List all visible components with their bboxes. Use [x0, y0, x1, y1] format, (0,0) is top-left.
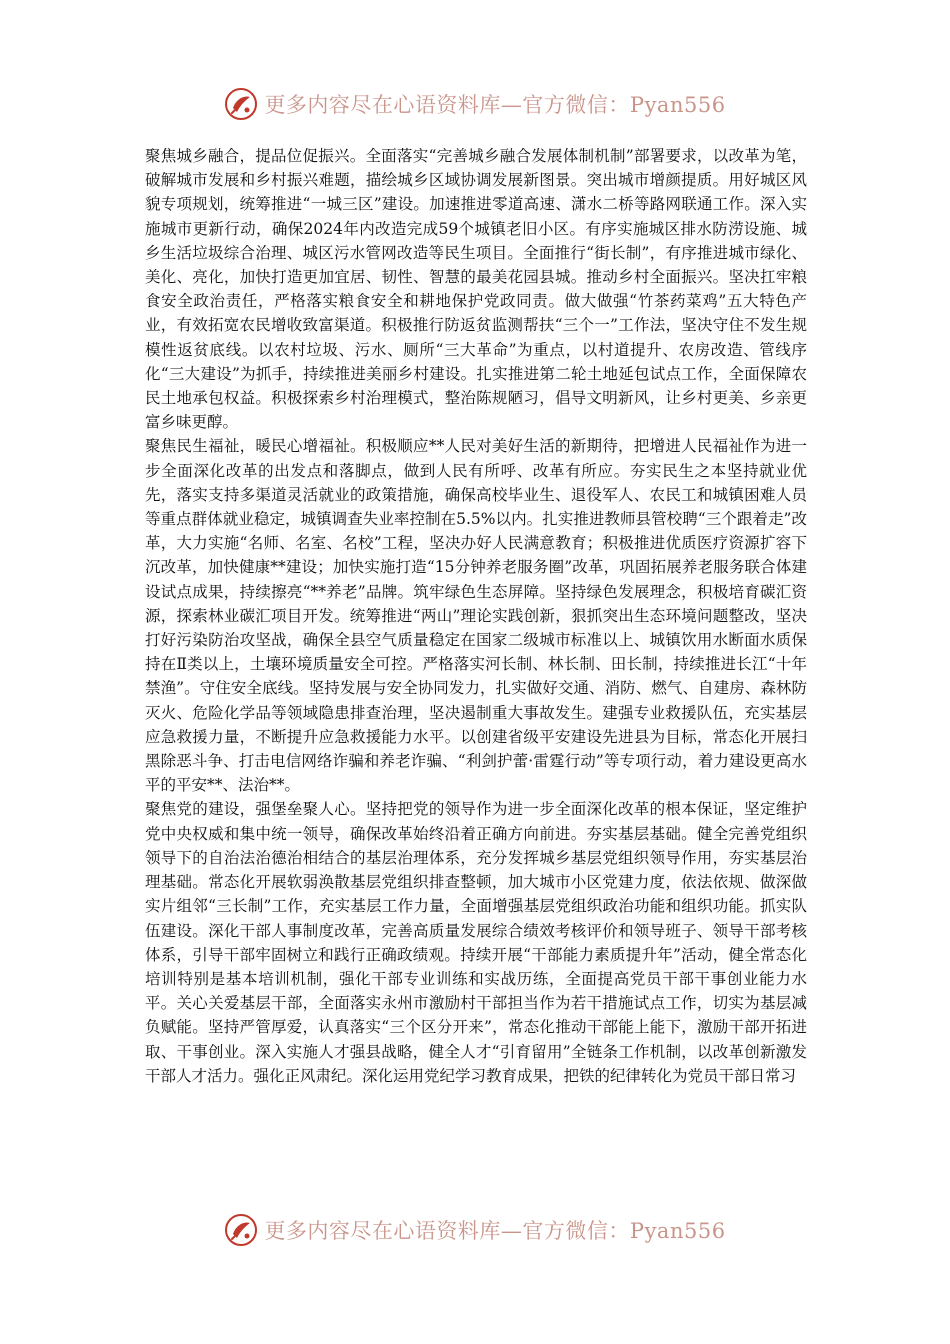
paragraph-urban-rural: 聚焦城乡融合，提品位促振兴。全面落实“完善城乡融合发展体制机制”部署要求，以改革为笔，破解城市发展和乡村振兴难题，描绘城乡区域协调发展新图景。突出城市增颜提质。用好城区风貌专项规划，统筹推进“一城三区”建设。加速推进零道高速、潇水二桥等路网联通工作。深入实施城市更新行动，确保2024年内改造完成59个城镇老旧小区。有序实施城区排水防涝设施、城乡生活垃圾综合治理、城区污水管网改造等民生项目。全面推行“街长制”，有序推进城市绿化、美化、亮化，加快打造更加宜居、韧性、智慧的最美花园县城。推动乡村全面振兴。坚决扛牢粮食安全政治责任，严格落实粮食安全和耕地保护党政同责。做大做强“竹茶药菜鸡”五大特色产业，有效拓宽农民增收致富渠道。积极推行防返贫监测帮扶“三个一”工作法，坚决守住不发生规模性返贫底线。以农村垃圾、污水、厕所“三大革命”为重点，以村道提升、农房改造、管线序化“三大建设”为抓手，持续推进美丽乡村建设。扎实推进第二轮土地延包试点工作，全面保障农民土地承包权益。积极探索乡村治理模式，整治陈规陋习，倡导文明新风，让乡村更美、乡亲更富乡味更醇。: [145, 147, 807, 432]
document-body: [145, 144, 807, 1088]
logo-icon: [224, 1213, 258, 1247]
header-watermark-banner: [0, 84, 950, 124]
footer-watermark-text: 更多内容尽在心语资料库—官方微信：Pyan556: [264, 1219, 726, 1243]
paragraph-party-building: 聚焦党的建设，强堡垒聚人心。坚持把党的领导作为进一步全面深化改革的根本保证，坚定维护党中央权威和集中统一领导，确保改革始终沿着正确方向前进。夯实基层基础。健全完善党组织领导下的自治法治德治相结合的基层治理体系，充分发挥城乡基层党组织领导作用，夯实基层治理基础。常态化开展软弱涣散基层党组织排查整顿，加大城市小区党建力度，依法依规、做深做实片组邻“三长制”工作，充实基层工作力量，全面增强基层党组织政治功能和组织功能。抓实队伍建设。深化干部人事制度改革，完善高质量发展综合绩效考核评价和领导班子、领导干部考核体系，引导干部牢固树立和践行正确政绩观。持续开展“干部能力素质提升年”活动，健全常态化培训特别是基本培训机制，强化干部专业训练和实战历练，全面提高党员干部干事创业能力水平。关心关爱基层干部，全面落实永州市激励村干部担当作为若干措施试点工作，切实为基层减负赋能。坚持严管厚爱，认真落实“三个区分开来”，常态化推动干部能上能下，激励干部开拓进取、干事创业。深入实施人才强县战略，健全人才“引育留用”全链条工作机制，以改革创新激发干部人才活力。强化正风肃纪。深化运用党纪学习教育成果，把铁的纪律转化为党员干部日常习: [145, 800, 807, 1085]
footer-watermark-banner: [0, 1210, 950, 1250]
logo-icon: [224, 87, 258, 121]
header-watermark-text: 更多内容尽在心语资料库—官方微信：Pyan556: [264, 93, 726, 117]
paragraph-livelihood: 聚焦民生福祉，暖民心增福祉。积极顺应**人民对美好生活的新期待，把增进人民福祉作为进一步全面深化改革的出发点和落脚点，做到人民有所呼、改革有所应。夯实民生之本坚持就业优先，落实支持多渠道灵活就业的政策措施，确保高校毕业生、退役军人、农民工和城镇困难人员等重点群体就业稳定，城镇调查失业率控制在5.5%以内。扎实推进教师县管校聘“三个跟着走”改革，大力实施“名师、名室、名校”工程，坚决办好人民满意教育；积极推进优质医疗资源扩容下沉改革，加快健康**建设；加快实施打造“15分钟养老服务圈”改革，巩固拓展养老服务联合体建设试点成果，持续擦亮“**养老”品牌。筑牢绿色生态屏障。坚持绿色发展理念，积极培育碳汇资源，探索林业碳汇项目开发。统筹推进“两山”理论实践创新，狠抓突出生态环境问题整改，坚决打好污染防治攻坚战，确保全县空气质量稳定在国家二级城市标准以上、城镇饮用水断面水质保持在Ⅱ类以上，土壤环境质量安全可控。严格落实河长制、林长制、田长制，持续推进长江“十年禁渔”。守住安全底线。坚持发展与安全协同发力，扎实做好交通、消防、燃气、自建房、森林防灭火、危险化学品等领域隐患排查治理，坚决遏制重大事故发生。建强专业救援队伍，充实基层应急救援力量，不断提升应急救援能力水平。以创建省级平安建设先进县为目标，常态化开展扫黑除恶斗争、打击电信网络诈骗和养老诈骗、“利剑护蕾·雷霆行动”等专项行动，着力建设更高水平的平安**、法治**。: [145, 437, 807, 795]
